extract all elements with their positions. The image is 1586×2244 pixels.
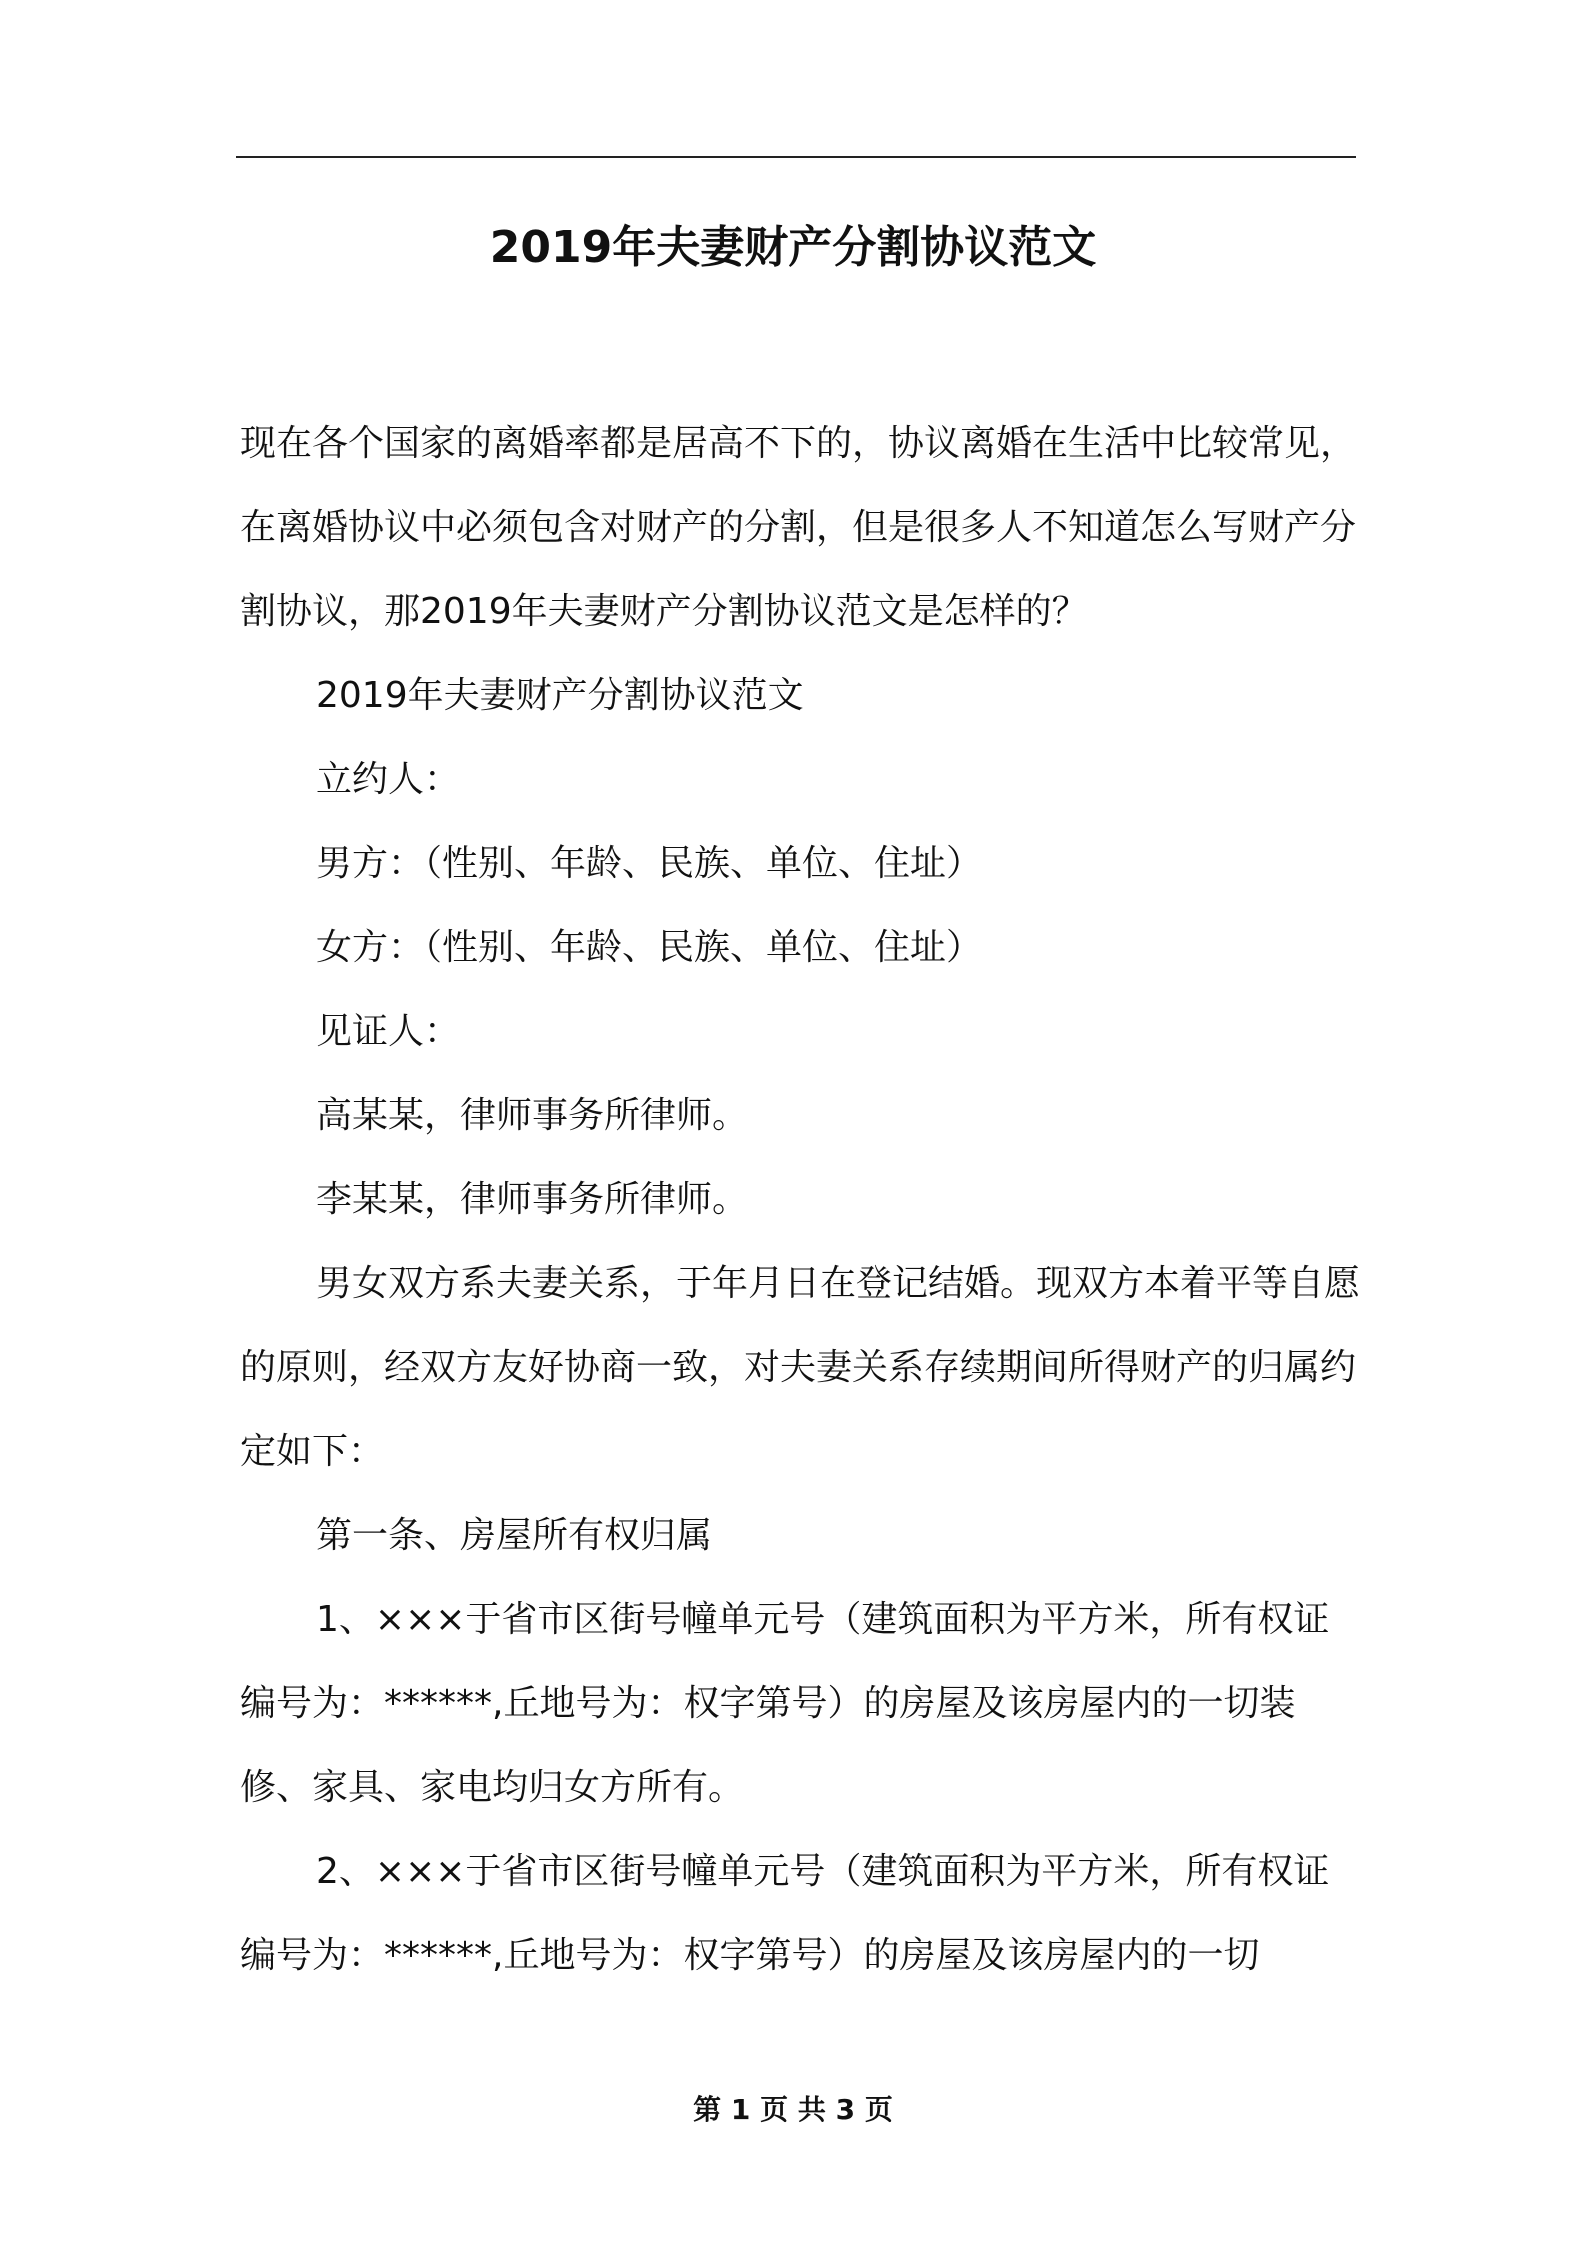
clause-paragraph: 2、×××于省市区街号幢单元号（建筑面积为平方米，所有权证编号为：******,丘地号为：权字第号）的房屋及该房屋内的一切 [240, 1851, 1330, 1976]
intro-paragraph: 现在各个国家的离婚率都是居高不下的，协议离婚在生活中比较常见，在离婚协议中必须包含对财产的分割，但是很多人不知道怎么写财产分割协议，那2019年夫妻财产分割协议范文是怎样的？ [240, 423, 1357, 632]
witness-line: 高某某，律师事务所律师。 [316, 1095, 749, 1136]
male-party-line: 男方：（性别、年龄、民族、单位、住址） [316, 843, 983, 884]
header-rule [236, 156, 1356, 158]
female-party-line: 女方：（性别、年龄、民族、单位、住址） [316, 927, 983, 968]
clause-paragraph: 1、×××于省市区街号幢单元号（建筑面积为平方米，所有权证编号为：******,丘地号为：权字第号）的房屋及该房屋内的一切装修、家具、家电均归女方所有。 [240, 1599, 1330, 1808]
document-body [240, 402, 1360, 1998]
witness-heading: 见证人： [316, 1011, 461, 1052]
witness-line: 李某某，律师事务所律师。 [316, 1179, 749, 1220]
agreement-preamble: 男女双方系夫妻关系，于年月日在登记结婚。现双方本着平等自愿的原则，经双方友好协商一致，对夫妻关系存续期间所得财产的归属约定如下： [240, 1263, 1361, 1472]
page-number: 第 1 页 共 3 页 [693, 2093, 893, 2126]
party-heading: 立约人： [316, 759, 461, 800]
article-heading: 第一条、房屋所有权归属 [316, 1515, 713, 1556]
document-title: 2019年夫妻财产分割协议范文 [489, 222, 1097, 273]
subtitle-paragraph: 2019年夫妻财产分割协议范文 [316, 675, 804, 716]
